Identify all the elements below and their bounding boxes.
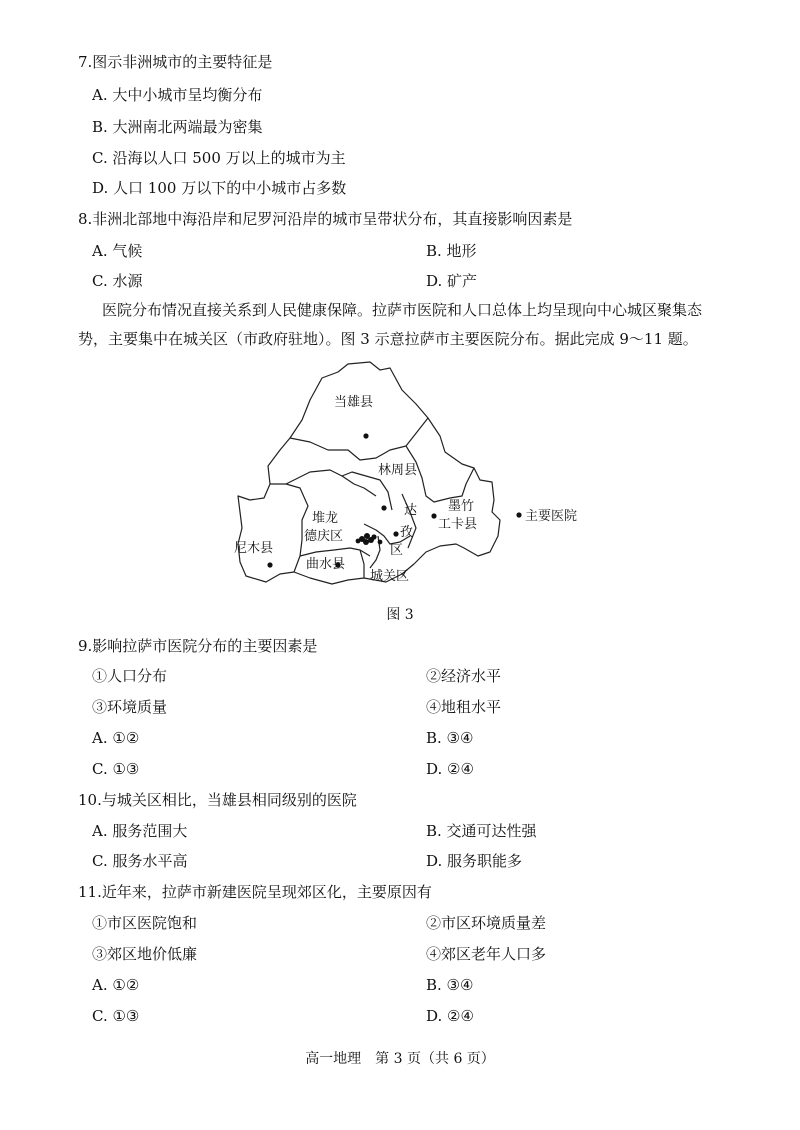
q8-option-b: B. 地形: [426, 242, 477, 260]
label-duilong-1: 堆龙: [312, 511, 339, 526]
hospital-dot-chengguan-5: [371, 534, 376, 539]
label-duilong-2: 德庆区: [304, 529, 344, 544]
question-10-stem: 10.与城关区相比，当雄县相同级别的医院: [78, 791, 357, 809]
legend-dot: [516, 512, 521, 517]
q11-option-d: D. ②④: [426, 1007, 474, 1025]
figure-caption: 图 3: [386, 607, 414, 623]
label-qu: 区: [390, 543, 404, 558]
q11-item-3: ③郊区地价低廉: [92, 945, 198, 963]
label-mozhu-1: 墨竹: [448, 499, 475, 514]
map-border-qushui-east: [360, 550, 364, 578]
q10-option-c: C. 服务水平高: [92, 852, 188, 870]
hospital-dot-chengguan-4: [363, 539, 369, 545]
q10-option-a: A. 服务范围大: [92, 822, 188, 840]
q7-option-c: C. 沿海以人口 500 万以上的城市为主: [92, 149, 346, 167]
q10-option-d: D. 服务职能多: [426, 852, 523, 870]
question-7-stem: 7.图示非洲城市的主要特征是: [78, 53, 273, 71]
hospital-dot-nimu: [267, 562, 272, 567]
question-9-stem: 9.影响拉萨市医院分布的主要因素是: [78, 637, 318, 655]
q11-item-4: ④郊区老年人口多: [426, 945, 547, 963]
label-mozhu-2: 工卡县: [438, 517, 478, 532]
q8-option-d: D. 矿产: [426, 272, 478, 290]
q9-item-2: ②经济水平: [426, 667, 502, 685]
map-border-qushui: [300, 548, 370, 556]
q11-item-1: ①市区医院饱和: [92, 914, 198, 932]
q7-option-a: A. 大中小城市呈均衡分布: [92, 86, 263, 104]
q9-option-c: C. ①③: [92, 760, 140, 778]
q8-option-a: A. 气候: [92, 242, 143, 260]
label-da: 达: [404, 503, 418, 518]
page-footer: 高一地理 第 3 页（共 6 页）: [305, 1051, 495, 1067]
hospital-dot-mozhu: [431, 513, 436, 518]
label-qushui: 曲水县: [306, 557, 346, 572]
q7-option-b: B. 大洲南北两端最为密集: [92, 118, 263, 136]
q9-option-a: A. ①②: [92, 729, 140, 747]
passage: 医院分布情况直接关系到人民健康保障。拉萨市医院和人口总体上均呈现向中心城区聚集态势，主要集中在城关区（市政府驻地）。图 3 示意拉萨市主要医院分布。据此完成 9～11 题。: [78, 301, 703, 348]
legend-label: 主要医院: [525, 509, 578, 524]
question-11-stem: 11.近年来，拉萨市新建医院呈现郊区化，主要原因有: [78, 883, 432, 901]
q7-option-d: D. 人口 100 万以下的中小城市占多数: [92, 179, 347, 197]
question-8-stem: 8.非洲北部地中海沿岸和尼罗河沿岸的城市呈带状分布，其直接影响因素是: [78, 210, 573, 228]
hospital-dot-linzhou: [381, 505, 386, 510]
label-chengguan: 城关区: [370, 569, 410, 584]
lhasa-hospital-map: [230, 360, 600, 600]
hospital-dot-chengguan-7: [356, 539, 361, 544]
label-zi: 孜: [400, 525, 414, 540]
q10-option-b: B. 交通可达性强: [426, 822, 537, 840]
label-nimu: 尼木县: [234, 541, 274, 556]
hospital-dot-dangxiong: [363, 433, 368, 438]
hospital-dot-dazi: [393, 531, 398, 536]
map-border-linzhou-inner: [342, 476, 376, 496]
q11-option-b: B. ③④: [426, 976, 474, 994]
hospital-dot-chengguan-6: [378, 540, 383, 545]
map-border-duilong-west: [270, 484, 308, 572]
q11-option-a: A. ①②: [92, 976, 140, 994]
label-linzhou: 林周县: [378, 463, 418, 478]
q9-item-1: ①人口分布: [92, 667, 168, 685]
q9-item-4: ④地租水平: [426, 698, 502, 716]
q8-option-c: C. 水源: [92, 272, 143, 290]
q9-option-d: D. ②④: [426, 760, 474, 778]
q9-option-b: B. ③④: [426, 729, 474, 747]
map-border-dangxiong: [290, 418, 428, 460]
label-dangxiong: 当雄县: [334, 395, 374, 410]
q9-item-3: ③环境质量: [92, 698, 168, 716]
q11-item-2: ②市区环境质量差: [426, 914, 547, 932]
map-border-duilong-north: [286, 470, 392, 510]
q11-option-c: C. ①③: [92, 1007, 140, 1025]
